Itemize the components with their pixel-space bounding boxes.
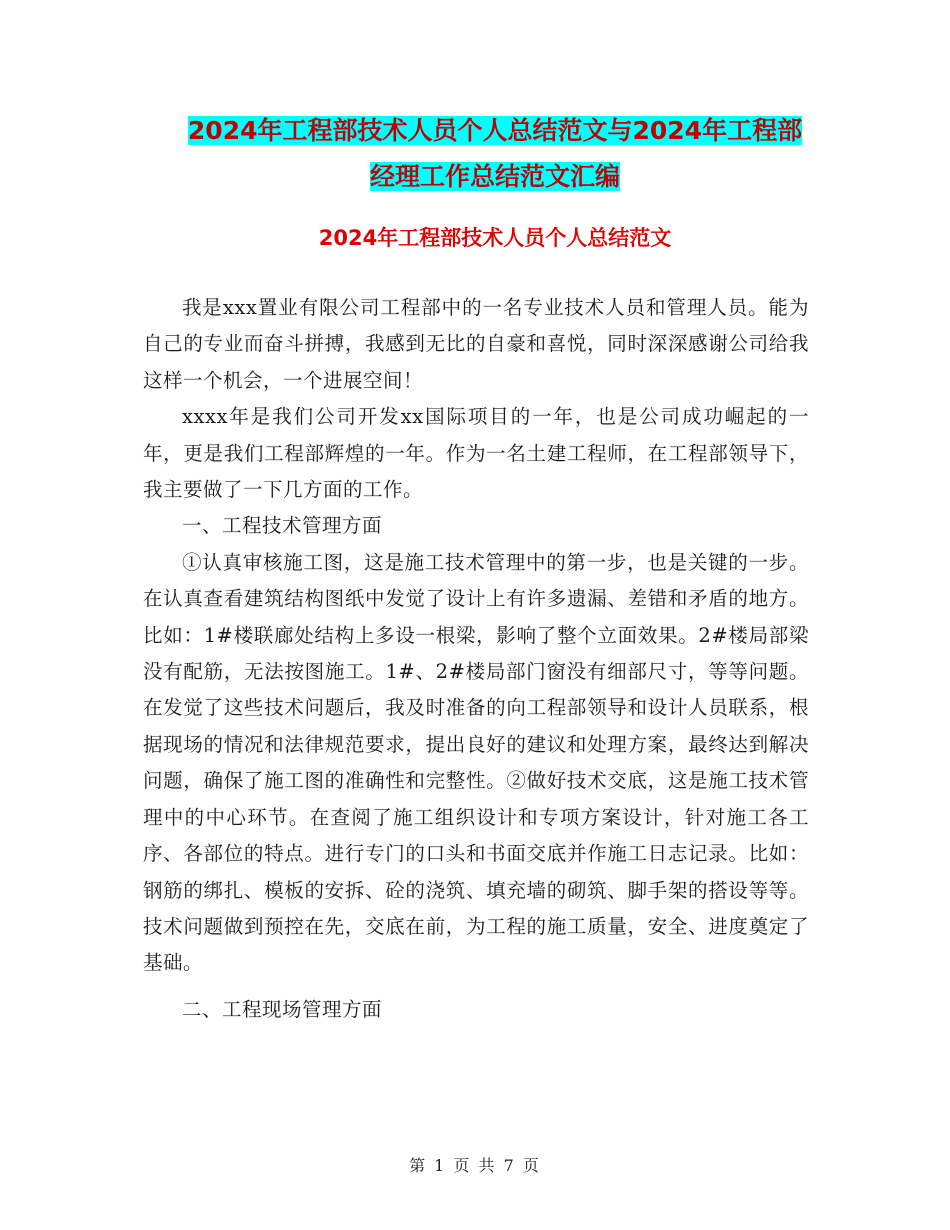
section-title: 2024年工程部技术人员个人总结范文 — [318, 226, 672, 250]
document-title — [140, 108, 850, 200]
page-footer: 第 1 页 共 7 页 — [409, 1156, 541, 1175]
document-body — [143, 290, 809, 1028]
document-title-line-1: 2024年工程部技术人员个人总结范文与2024年工程部 — [187, 116, 803, 145]
document-title-line-2: 经理工作总结范文汇编 — [369, 162, 620, 191]
heading-site-management: 二、工程现场管理方面 — [182, 997, 383, 1021]
paragraph-technical-details: ①认真审核施工图，这是施工技术管理中的第一步，也是关键的一步。在认真查看建筑结构图纸中发觉了设计上有许多遗漏、差错和矛盾的地方。比如：1#楼联廊处结构上多设一根梁，影响了整个立面效果。2#楼局部梁没有配筋，无法按图施工。1#、2#楼局部门窗没有细部尺寸，等等问题。在发觉了这些技术问题后，我及时准备的向工程部领导和设计人员联系，根据现场的情况和法律规范要求，提出良好的建议和处理方案，最终达到解决问题，确保了施工图的准确性和完整性。②做好技术交底，这是施工技术管理中的中心环节。在查阅了施工组织设计和专项方案设计，针对施工各工序、各部位的特点。进行专门的口头和书面交底并作施工日志记录。比如：钢筋的绑扎、模板的安拆、砼的浇筑、填充墙的砌筑、脚手架的搭设等等。技术问题做到预控在先，交底在前，为工程的施工质量，安全、进度奠定了基础。 — [143, 550, 809, 975]
heading-technical-management: 一、工程技术管理方面 — [182, 514, 383, 538]
paragraph-year-summary: xxxx年是我们公司开发xx国际项目的一年，也是公司成功崛起的一年，更是我们工程部辉煌的一年。作为一名土建工程师，在工程部领导下，我主要做了一下几方面的工作。 — [143, 405, 809, 502]
paragraph-intro: 我是xxx置业有限公司工程部中的一名专业技术人员和管理人员。能为自己的专业而奋斗拼搏，我感到无比的自豪和喜悦，同时深深感谢公司给我这样一个机会，一个进展空间！ — [143, 296, 809, 392]
